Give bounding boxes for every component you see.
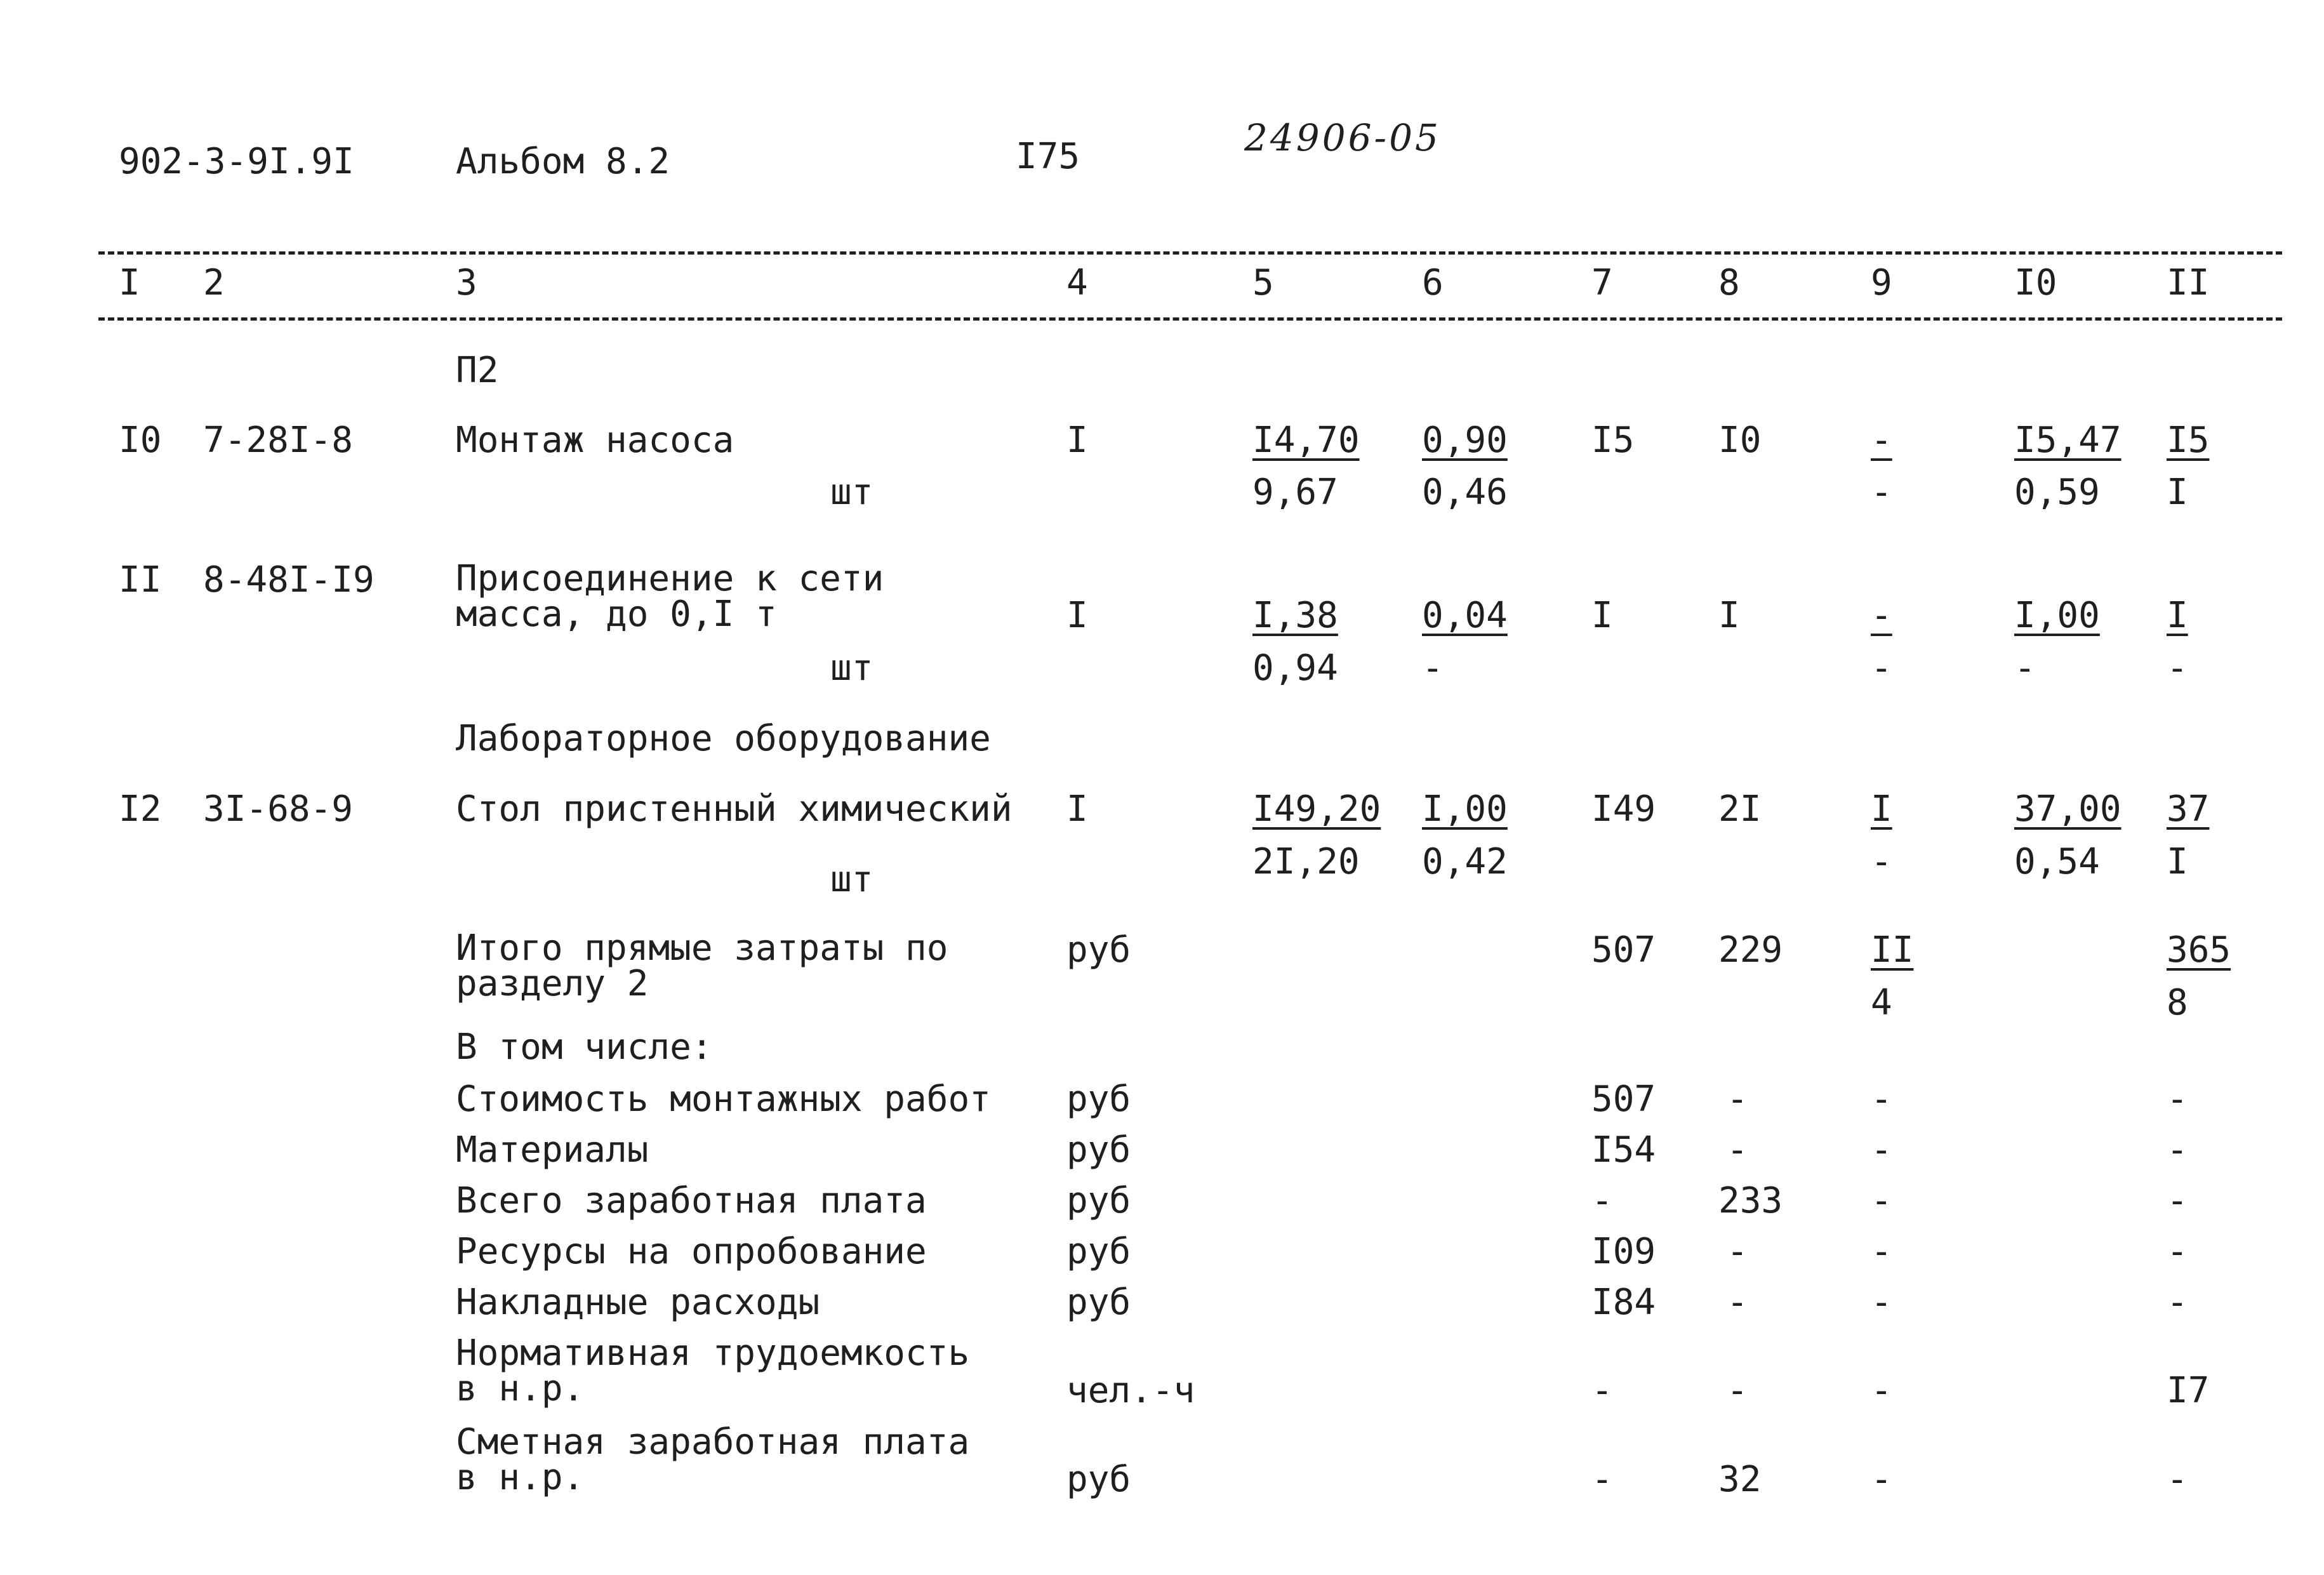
breakdown-col7: I09 (1591, 1231, 1656, 1272)
header-rule-bottom (98, 317, 2282, 321)
breakdown-col11: - (2167, 1282, 2188, 1323)
col5-top: I4,70 (1252, 420, 1360, 461)
breakdown-col7: - (1591, 1459, 1613, 1500)
breakdown-unit: руб (1066, 1231, 1131, 1272)
col6-top: 0,04 (1422, 595, 1508, 636)
breakdown-col7: 507 (1591, 1079, 1656, 1120)
breakdown-col9: - (1871, 1459, 1892, 1500)
breakdown-unit: руб (1066, 1180, 1131, 1221)
breakdown-col9: - (1871, 1282, 1892, 1323)
row-code: 8-48I-I9 (203, 559, 375, 601)
breakdown-col7: - (1591, 1180, 1613, 1221)
column-header-5: 5 (1252, 262, 1274, 303)
breakdown-col11: I7 (2167, 1370, 2210, 1411)
col8-value: 2I (1718, 788, 1762, 830)
col6-top: I,00 (1422, 788, 1508, 830)
breakdown-label: Стоимость монтажных работ (456, 1079, 991, 1120)
row-code: 3I-68-9 (203, 788, 354, 830)
total-label-line2: разделу 2 (456, 963, 649, 1004)
breakdown-col11: - (2167, 1231, 2188, 1272)
col5-bottom: 2I,20 (1252, 841, 1360, 882)
column-header-7: 7 (1591, 262, 1613, 303)
row-quantity: I (1066, 788, 1088, 830)
breakdown-unit: руб (1066, 1282, 1131, 1323)
col9-bottom: - (1871, 841, 1892, 882)
row-quantity: I (1066, 420, 1088, 461)
breakdown-unit: руб (1066, 1459, 1131, 1500)
breakdown-col9: - (1871, 1180, 1892, 1221)
col11-top: I (2167, 595, 2188, 636)
col9-top: - (1871, 420, 1892, 461)
breakdown-col11: - (2167, 1180, 2188, 1221)
col6-bottom: 0,46 (1422, 472, 1508, 513)
col11-top: I5 (2167, 420, 2210, 461)
document-code: 902-3-9I.9I (119, 141, 354, 182)
row-name: Стол пристенный химический (456, 788, 1013, 830)
col7-value: I5 (1591, 420, 1635, 461)
breakdown-col8: - (1727, 1282, 1748, 1323)
row-number: I0 (119, 420, 162, 461)
row-unit: шт (830, 472, 873, 513)
row-number: II (119, 559, 162, 601)
row-quantity: I (1066, 595, 1088, 636)
breakdown-label: Накладные расходы (456, 1282, 820, 1323)
breakdown-col8: - (1727, 1231, 1748, 1272)
breakdown-col8: - (1727, 1129, 1748, 1171)
breakdown-unit: руб (1066, 1079, 1131, 1120)
total-col9-bottom: 4 (1871, 982, 1892, 1023)
col11-bottom: - (2167, 648, 2188, 689)
breakdown-col8: - (1727, 1079, 1748, 1120)
col6-bottom: - (1422, 648, 1444, 689)
total-label-line1: Итого прямые затраты по (456, 927, 948, 969)
row-number: I2 (119, 788, 162, 830)
breakdown-col7: - (1591, 1370, 1613, 1411)
breakdown-col7: I84 (1591, 1282, 1656, 1323)
col6-bottom: 0,42 (1422, 841, 1508, 882)
breakdown-col9: - (1871, 1370, 1892, 1411)
breakdown-col8: - (1727, 1370, 1748, 1411)
breakdown-col7: I54 (1591, 1129, 1656, 1171)
breakdown-label-line1: Нормативная трудоемкость (456, 1332, 970, 1374)
col10-top: I5,47 (2014, 420, 2121, 461)
breakdown-label-line2: в н.р. (456, 1368, 585, 1409)
section-label: П2 (456, 350, 499, 391)
col10-bottom: 0,54 (2014, 841, 2100, 882)
breakdown-label: Всего заработная плата (456, 1180, 927, 1221)
column-header-2: 2 (203, 262, 225, 303)
col7-value: I (1591, 595, 1613, 636)
row-name: Монтаж насоса (456, 420, 734, 461)
row-name-line2: масса, до 0,I т (456, 594, 777, 635)
breakdown-unit: чел.-ч (1066, 1370, 1195, 1411)
column-header-10: I0 (2014, 262, 2057, 303)
breakdown-col8: 32 (1718, 1459, 1762, 1500)
column-header-1: I (119, 262, 140, 303)
total-col9-top: II (1871, 929, 1914, 971)
col7-value: I49 (1591, 788, 1656, 830)
row-code: 7-28I-8 (203, 420, 354, 461)
col11-top: 37 (2167, 788, 2210, 830)
breakdown-label-line1: Сметная заработная плата (456, 1421, 970, 1463)
breakdown-label-line2: в н.р. (456, 1457, 585, 1498)
header-rule-top (98, 251, 2282, 255)
col8-value: I0 (1718, 420, 1762, 461)
breakdown-label: Материалы (456, 1129, 649, 1171)
column-header-3: 3 (456, 262, 477, 303)
page-number: I75 (1016, 136, 1080, 177)
album-label: Альбом 8.2 (456, 141, 670, 182)
col9-bottom: - (1871, 648, 1892, 689)
breakdown-col8: 233 (1718, 1180, 1783, 1221)
total-col7: 507 (1591, 929, 1656, 971)
col10-top: 37,00 (2014, 788, 2121, 830)
col11-bottom: I (2167, 841, 2188, 882)
breakdown-col9: - (1871, 1079, 1892, 1120)
col5-top: I,38 (1252, 595, 1338, 636)
col6-top: 0,90 (1422, 420, 1508, 461)
breakdown-unit: руб (1066, 1129, 1131, 1171)
column-header-8: 8 (1718, 262, 1740, 303)
col11-bottom: I (2167, 472, 2188, 513)
total-col11-bottom: 8 (2167, 982, 2188, 1023)
col5-top: I49,20 (1252, 788, 1381, 830)
column-header-6: 6 (1422, 262, 1444, 303)
breakdown-col11: - (2167, 1079, 2188, 1120)
breakdown-col11: - (2167, 1129, 2188, 1171)
col10-bottom: 0,59 (2014, 472, 2100, 513)
total-col8: 229 (1718, 929, 1783, 971)
breakdown-col9: - (1871, 1129, 1892, 1171)
total-col11-top: 365 (2167, 929, 2231, 971)
group-label: Лабораторное оборудование (456, 718, 991, 759)
breakdown-col9: - (1871, 1231, 1892, 1272)
col5-bottom: 9,67 (1252, 472, 1338, 513)
col9-top: - (1871, 595, 1892, 636)
handwritten-number: 24906-05 (1244, 116, 1441, 159)
breakdown-col11: - (2167, 1459, 2188, 1500)
row-unit: шт (830, 859, 873, 900)
including-label: В том числе: (456, 1027, 713, 1068)
column-header-11: II (2167, 262, 2210, 303)
column-header-9: 9 (1871, 262, 1892, 303)
col9-top: I (1871, 788, 1892, 830)
col10-bottom: - (2014, 648, 2036, 689)
col5-bottom: 0,94 (1252, 648, 1338, 689)
row-unit: шт (830, 648, 873, 689)
breakdown-label: Ресурсы на опробование (456, 1231, 927, 1272)
column-header-4: 4 (1066, 262, 1088, 303)
total-unit: руб (1066, 929, 1131, 971)
col8-value: I (1718, 595, 1740, 636)
col10-top: I,00 (2014, 595, 2100, 636)
col9-bottom: - (1871, 472, 1892, 513)
row-name-line1: Присоединение к сети (456, 558, 884, 599)
